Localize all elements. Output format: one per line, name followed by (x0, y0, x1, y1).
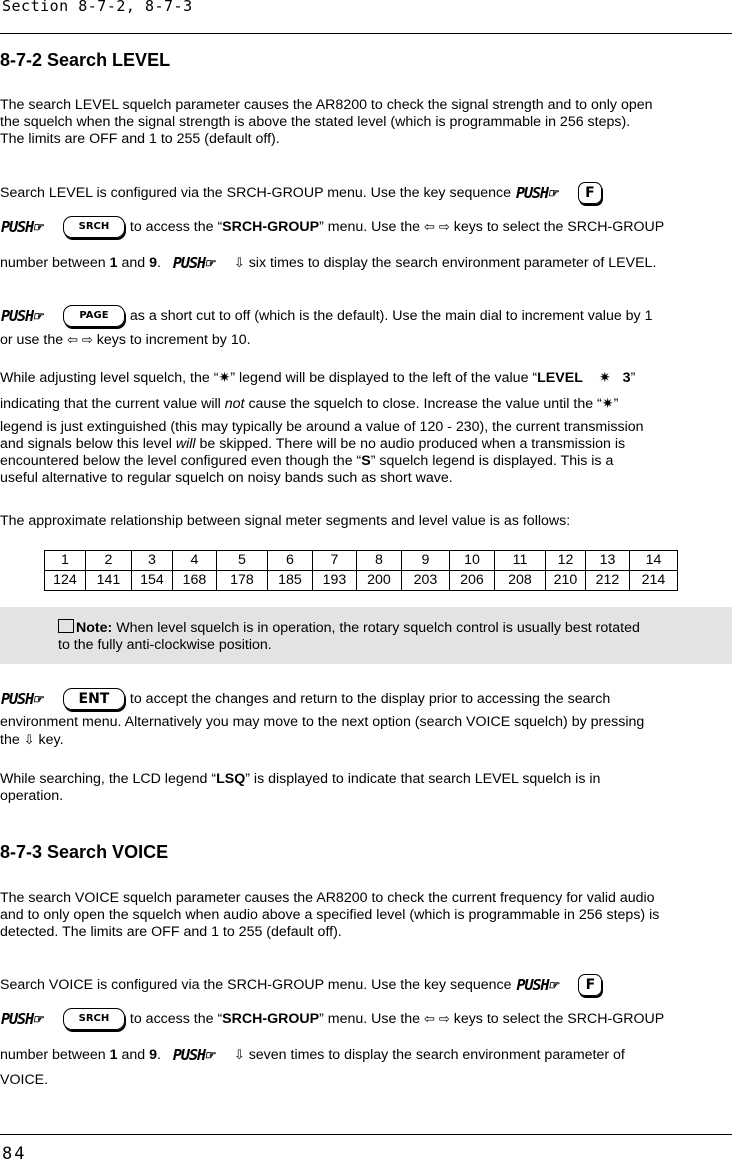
text-line: the ⇩ key. (0, 732, 64, 748)
push-key-icon: PUSH☞ (172, 254, 214, 272)
table-cell: 154 (132, 571, 173, 591)
right-arrow-icon: ⇨ (438, 218, 450, 234)
text-line: operation. (0, 788, 64, 804)
push-key-icon: PUSH☞ (516, 976, 557, 994)
text-line: and signals below this level will be skipped. There will be no audio produced when a transmission is (0, 436, 626, 452)
text-line: or use the ⇦ ⇨ keys to increment by 10. (0, 332, 251, 348)
table-cell: 203 (402, 571, 450, 591)
down-arrow-icon: ⇩ (233, 254, 245, 270)
table-cell: 8 (357, 551, 402, 571)
text-line: Search VOICE is configured via the SRCH-GROUP menu. Use the key sequence PUSH☞ F (0, 973, 603, 997)
text-line: The limits are OFF and 1 to 255 (default off). (0, 131, 280, 147)
push-key-icon: PUSH☞ (1, 307, 42, 325)
ent-key-icon: ENT (63, 688, 125, 710)
page-number: 84 (2, 1144, 27, 1164)
book-icon (58, 619, 74, 633)
push-key-icon: PUSH☞ (1, 690, 42, 708)
text-line: While searching, the LCD legend “LSQ” is displayed to indicate that search LEVEL squelch is in (0, 771, 601, 787)
text-line: PUSH☞ SRCH to access the “SRCH-GROUP” menu. Use the ⇦ ⇨ keys to select the SRCH-GROUP (0, 215, 664, 239)
table-cell: 200 (357, 571, 402, 591)
section-header: Section 8-7-2, 8-7-3 (2, 0, 193, 15)
left-arrow-icon: ⇦ (67, 332, 78, 347)
table-cell: 13 (586, 551, 630, 571)
section-title-voice: 8-7-3 Search VOICE (0, 842, 169, 862)
table-cell: 12 (546, 551, 586, 571)
text-line: legend is just extinguished (this may typically be around a value of 120 - 230), the current transmission (0, 419, 644, 435)
push-key-icon: PUSH☞ (1, 218, 42, 236)
table-cell: 11 (495, 551, 546, 571)
table-cell: 2 (86, 551, 132, 571)
star-icon: ✷ (601, 396, 614, 412)
srch-key-icon: SRCH (63, 1008, 125, 1030)
text-line: environment menu. Alternatively you may move to the next option (search VOICE squelch) by pressing (0, 714, 645, 730)
star-icon: ✷ (598, 370, 611, 386)
table-cell: 141 (86, 571, 132, 591)
table-cell: 10 (450, 551, 495, 571)
section-title-level: 8-7-2 Search LEVEL (0, 50, 171, 70)
table-cell: 206 (450, 571, 495, 591)
table-row (45, 551, 678, 571)
footer-rule (0, 1134, 732, 1135)
text-line: VOICE. (0, 1072, 49, 1088)
table-cell: 14 (630, 551, 678, 571)
table-cell: 3 (132, 551, 173, 571)
table-cell: 168 (173, 571, 217, 591)
text-line: Search LEVEL is configured via the SRCH-GROUP menu. Use the key sequence PUSH☞ F (0, 181, 603, 205)
table-cell: 185 (268, 571, 313, 591)
f-key-icon: F (578, 182, 602, 204)
text-line: The search VOICE squelch parameter causes the AR8200 to check the current frequency for valid audio (0, 890, 655, 906)
text-line: The search LEVEL squelch parameter causes the AR8200 to check the signal strength and to only open (0, 97, 653, 113)
table-cell: 210 (546, 571, 586, 591)
push-key-icon: PUSH☞ (515, 184, 557, 202)
text-line: useful alternative to regular squelch on noisy bands such as short wave. (0, 470, 453, 486)
text-line: encountered below the level configured even though the “S” squelch legend is displayed. This is a (0, 453, 614, 469)
table-cell: 7 (313, 551, 357, 571)
table-cell: 124 (45, 571, 86, 591)
header-rule (0, 33, 732, 34)
text-line: PUSH☞ PAGE as a short cut to off (which is the default). Use the main dial to increment value by 1 (0, 304, 652, 328)
down-arrow-icon: ⇩ (23, 732, 35, 747)
push-key-icon: PUSH☞ (1, 1010, 42, 1028)
star-icon: ✷ (218, 370, 231, 386)
table-cell: 178 (217, 571, 268, 591)
text-line: detected. The limits are OFF and 1 to 255 (default off). (0, 924, 342, 940)
page-key-icon: PAGE (63, 305, 125, 327)
text-line: The approximate relationship between signal meter segments and level value is as follows: (0, 513, 571, 529)
text-line: While adjusting level squelch, the “✷” legend will be displayed to the left of the value “LEVEL ✷ 3” (0, 370, 636, 386)
table-cell: 5 (217, 551, 268, 571)
f-key-icon: F (578, 974, 602, 996)
text-line: indicating that the current value will not cause the squelch to close. Increase the value until the “✷” (0, 396, 619, 412)
table-cell: 208 (495, 571, 546, 591)
text-line: PUSH☞ ENT to accept the changes and return to the display prior to accessing the search (0, 687, 610, 711)
table-cell: 1 (45, 551, 86, 571)
right-arrow-icon: ⇨ (81, 332, 93, 347)
table-cell: 4 (173, 551, 217, 571)
srch-key-icon: SRCH (63, 216, 125, 238)
text-line: number between 1 and 9. PUSH☞ ⇩ six times to display the search environment parameter of LEVEL. (0, 251, 656, 275)
right-arrow-icon: ⇨ (438, 1010, 450, 1026)
table-cell: 214 (630, 571, 678, 591)
note-box (0, 607, 732, 664)
text-line: and to only open the squelch when audio above a specified level (which is programmable in 256 steps) is (0, 907, 660, 923)
note-text: Note: When level squelch is in operation, the rotary squelch control is usually best rotated to the fully anti-clockwise position. (58, 620, 640, 653)
left-arrow-icon: ⇦ (424, 218, 435, 234)
text-line: the squelch when the signal strength is above the stated level (which is programmable in 256 steps). (0, 114, 631, 130)
table-cell: 193 (313, 571, 357, 591)
table-cell: 9 (402, 551, 450, 571)
table-cell: 212 (586, 571, 630, 591)
text-line: PUSH☞ SRCH to access the “SRCH-GROUP” menu. Use the ⇦ ⇨ keys to select the SRCH-GROUP (0, 1007, 664, 1031)
table-cell: 6 (268, 551, 313, 571)
push-key-icon: PUSH☞ (172, 1046, 214, 1064)
down-arrow-icon: ⇩ (233, 1046, 245, 1062)
text-line: number between 1 and 9. PUSH☞ ⇩ seven times to display the search environment parameter of (0, 1043, 625, 1067)
table-row (45, 571, 678, 591)
left-arrow-icon: ⇦ (424, 1010, 435, 1026)
level-table (44, 550, 678, 591)
